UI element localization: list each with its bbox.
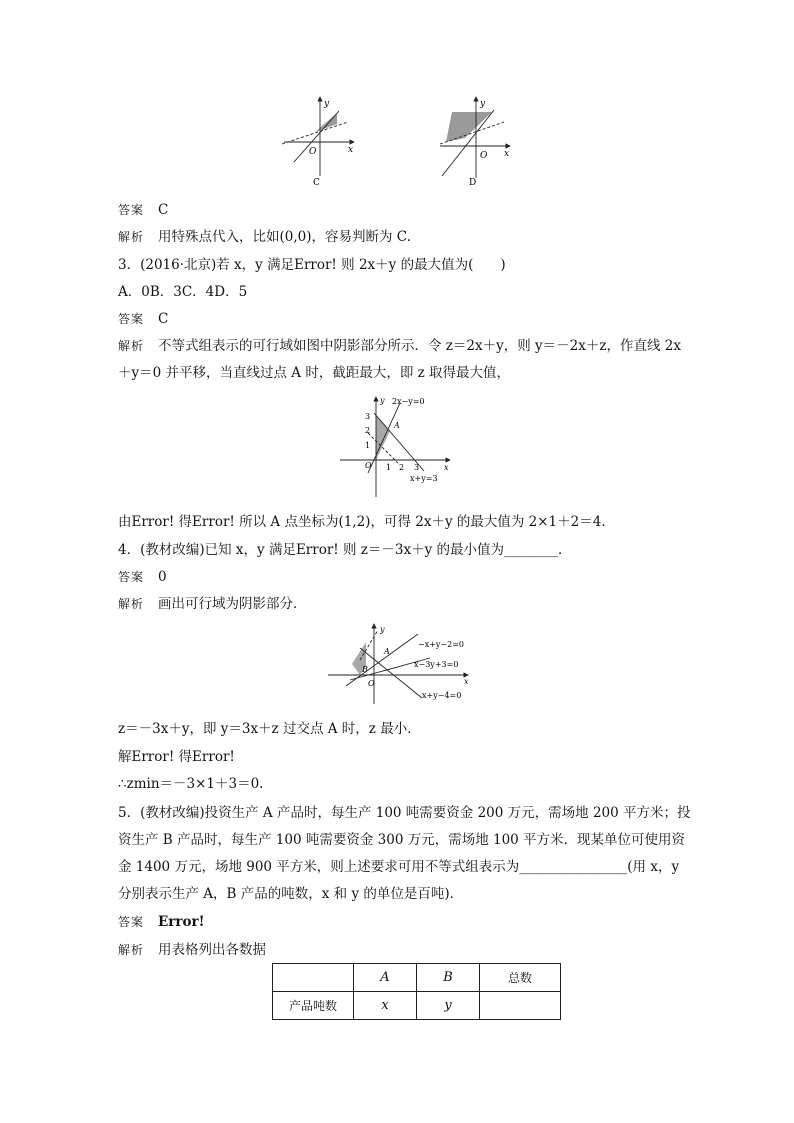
solid-line	[294, 111, 339, 162]
point-b: B	[362, 665, 368, 674]
answer-label: 答案	[118, 203, 145, 217]
ytick-2: 2	[365, 426, 371, 435]
xtick-1: 1	[386, 463, 392, 472]
y-label: y	[380, 625, 385, 634]
q4-analysis-1: 解析 画出可行域为阴影部分．	[118, 596, 307, 612]
analysis-label: 解析	[118, 230, 145, 244]
caption: D	[469, 178, 477, 188]
table-cell	[273, 964, 354, 992]
origin-label: O	[368, 679, 375, 688]
q3-answer: 答案 C	[118, 311, 169, 327]
q5-line-3: 金 1400 万元，场地 900 平方米，则上述要求可用不等式组表示为________________(用 x，y	[118, 859, 680, 875]
line3-label: x+y−4=0	[422, 691, 462, 700]
origin-label: O	[309, 147, 317, 157]
q4-analysis-4: ∴zmin＝－3×1＋3＝0.	[118, 776, 264, 792]
q5-line-1: 5．(教材改编)投资生产 A 产品时，每生产 100 吨需要资金 200 万元，需场地 200 平方米；投	[118, 805, 691, 821]
table-header-a: A	[354, 964, 417, 992]
q4-question: 4．(教材改编)已知 x，y 满足Error! 则 z＝－3x＋y 的最小值为________．	[118, 542, 572, 558]
line2-label: x+y=3	[410, 474, 438, 483]
q4-answer: 答案 0	[118, 569, 167, 585]
xtick-3: 3	[414, 463, 420, 472]
q2-answer: 答案 C	[118, 202, 169, 218]
xtick-2: 2	[399, 463, 405, 472]
x-label: x	[504, 149, 510, 159]
q5-line-2: 资生产 B 产品时，每生产 100 吨需要资金 300 万元，需场地 100 平方米．现某单位可使用资	[118, 832, 686, 848]
table-header-total: 总数	[480, 964, 561, 992]
table-header-b: B	[417, 964, 480, 992]
line2-label: x−3y+3=0	[414, 660, 459, 669]
y-label: y	[480, 99, 486, 109]
q4-analysis-3: 解Error! 得Error!	[118, 749, 235, 765]
q3-analysis-1: 解析 不等式组表示的可行域如图中阴影部分所示．令 z＝2x＋y，则 y＝－2x＋z，作直线 2x	[118, 338, 681, 354]
line1-label: 2x−y=0	[392, 397, 425, 406]
shaded-region	[376, 415, 390, 460]
q3-options: A．0B．3C．4D．5	[118, 284, 248, 300]
q5-answer: 答案 Error!	[118, 914, 205, 930]
line1-label: −x+y−2=0	[418, 640, 465, 649]
ytick-1: 1	[365, 441, 371, 450]
figure-d	[432, 92, 522, 188]
table-row	[273, 992, 561, 1020]
table-cell-y: y	[417, 992, 480, 1020]
q3-question: 3．(2016·北京)若 x，y 满足Error! 则 2x＋y 的最大值为( )	[118, 257, 506, 273]
q5-analysis: 解析 用表格列出各数据	[118, 942, 267, 958]
data-table	[272, 963, 561, 1020]
origin-label: O	[365, 461, 372, 470]
figure-c	[276, 92, 366, 188]
line-x-plus-y-4	[360, 648, 422, 698]
caption: C	[313, 178, 320, 188]
figure-q3	[338, 393, 458, 501]
q3-analysis-3: 由Error! 得Error! 所以 A 点坐标为(1,2)，可得 2x＋y 的最大值为 2×1＋2＝4.	[118, 514, 606, 530]
q4-analysis-2: z＝－3x＋y，即 y＝3x＋z 过交点 A 时，z 最小．	[118, 721, 421, 737]
point-a: A	[384, 647, 390, 656]
origin-label: O	[480, 151, 488, 161]
table-row-label: 产品吨数	[273, 992, 354, 1020]
q2-analysis: 解析 用特殊点代入，比如(0,0)，容易判断为 C.	[118, 229, 411, 245]
x-label: x	[348, 145, 354, 155]
figure-q4	[326, 620, 476, 708]
x-label: x	[444, 463, 449, 472]
ytick-3: 3	[365, 412, 371, 421]
dashed-line	[282, 122, 348, 144]
point-a: A	[394, 421, 400, 430]
x-label: x	[464, 677, 469, 686]
q3-analysis-2: ＋y＝0 并平移，当直线过点 A 时，截距最大，即 z 取得最大值，	[118, 365, 511, 381]
y-label: y	[380, 396, 385, 405]
q5-line-4: 分别表示生产 A，B 产品的吨数，x 和 y 的单位是百吨)．	[118, 886, 464, 902]
shaded-region	[446, 112, 492, 142]
table-cell-x: x	[354, 992, 417, 1020]
table-header-row	[273, 964, 561, 992]
table-cell-total	[480, 992, 561, 1020]
y-label: y	[324, 99, 330, 109]
